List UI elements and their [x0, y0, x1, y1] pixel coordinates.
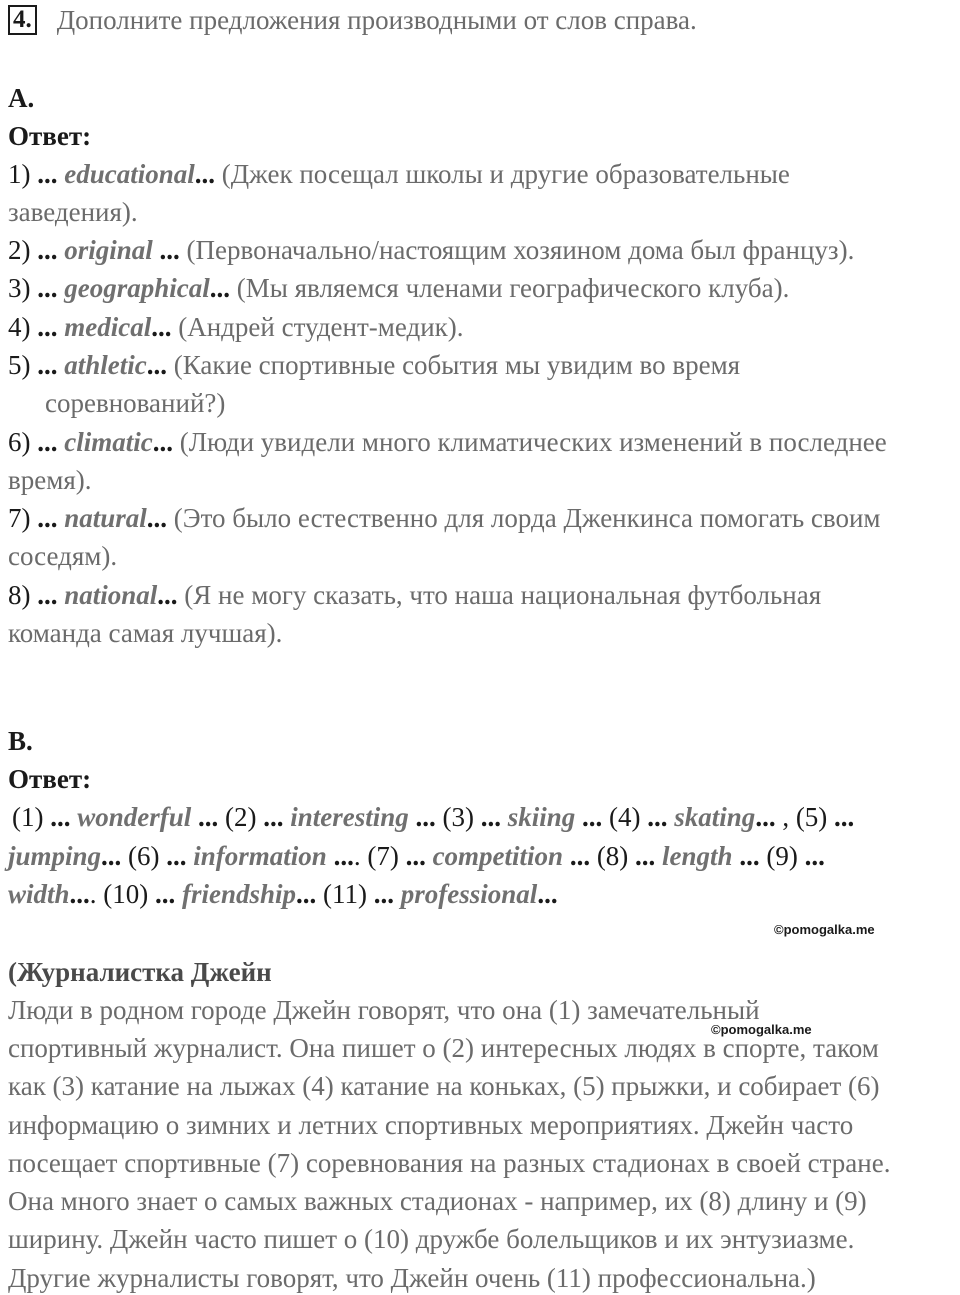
translation-line: посещает спортивные (7) соревнования на разных стадионах в своей стране. [8, 1148, 891, 1178]
answer-word: competition [432, 841, 564, 871]
list-item: 1) ... educational... (Джек посещал школы и другие образовательные [8, 159, 790, 189]
list-item: 4) ... medical... (Андрей студент-медик). [8, 312, 464, 342]
translation-line: Люди в родном городе Джейн говорят, что она (1) замечательный [8, 995, 760, 1025]
answer-word: jumping [8, 841, 102, 871]
answer-word: climatic [64, 427, 153, 457]
translation-line: ширину. Джейн часто пишет о (10) дружбе болельщиков и их энтузиазме. [8, 1224, 855, 1254]
answer-word: friendship [182, 879, 297, 909]
task-header [8, 4, 697, 36]
section-b-answer-label: Ответ: [8, 764, 92, 794]
answer-word: information [193, 841, 327, 871]
list-item: 6) ... climatic... (Люди увидели много климатических изменений в последнее [8, 427, 887, 457]
answer-word: medical [64, 312, 152, 342]
list-item: 2) ... original ... (Первоначально/настоящим хозяином дома был француз). [8, 235, 855, 265]
translation-line: Она много знает о самых важных стадионах - например, их (8) длину и (9) [8, 1186, 867, 1216]
answer-word: width [8, 879, 70, 909]
answer-word: original [64, 235, 153, 265]
watermark: ©pomogalka.me [711, 1022, 812, 1037]
translation-line: информацию о зимних и летних спортивных мероприятиях. Джейн часто [8, 1110, 854, 1140]
list-item-continuation: команда самая лучшая). [8, 618, 283, 648]
answer-word: natural [64, 503, 147, 533]
list-item: 5) ... athletic... (Какие спортивные события мы увидим во время [8, 350, 741, 380]
answer-word: athletic [64, 350, 147, 380]
list-item: 7) ... natural... (Это было естественно для лорда Дженкинса помогать своим [8, 503, 881, 533]
answer-word: interesting [290, 802, 409, 832]
list-item-continuation: соревнований?) [45, 388, 226, 418]
list-item-continuation: заведения). [8, 197, 138, 227]
answer-word: length [662, 841, 733, 871]
answer-word: educational [64, 159, 195, 189]
watermark: ©pomogalka.me [774, 922, 875, 937]
answer-word: skating [674, 802, 756, 832]
list-item: 8) ... national... (Я не могу сказать, что наша национальная футбольная [8, 580, 822, 610]
answer-word: skiing [507, 802, 576, 832]
section-a-label: A. [8, 83, 35, 113]
answers-line-1: (1) ... wonderful ... (2) ... interesting ... (3) ... skiing ... (4) ... skating... , (5) ... [12, 802, 855, 832]
answers-line-2: jumping... (6) ... information .... (7) ... competition ... (8) ... length ... (9) ... [8, 841, 825, 871]
section-a-answer-label: Ответ: [8, 121, 92, 151]
list-item-continuation: соседям). [8, 541, 118, 571]
answer-word: wonderful [77, 802, 192, 832]
answer-word: national [64, 580, 158, 610]
list-item: 3) ... geographical... (Мы являемся членами географического клуба). [8, 273, 790, 303]
translation-line: Другие журналисты говорят, что Джейн очень (11) профессиональна.) [8, 1263, 816, 1293]
section-b-label: B. [8, 726, 33, 756]
answer-word: geographical [64, 273, 210, 303]
answer-word: professional [400, 879, 538, 909]
list-item-continuation: время). [8, 465, 92, 495]
translation-line: как (3) катание на лыжах (4) катание на коньках, (5) прыжки, и собирает (6) [8, 1071, 880, 1101]
answers-line-3: width.... (10) ... friendship... (11) ... professional... [8, 879, 558, 909]
translation-line: спортивный журналист. Она пишет о (2) интересных людях в спорте, таком [8, 1033, 879, 1063]
task-instruction: Дополните предложения производными от слов справа. [56, 5, 697, 35]
translation-title: (Журналистка Джейн [8, 957, 272, 987]
task-number: 4. [8, 5, 37, 35]
